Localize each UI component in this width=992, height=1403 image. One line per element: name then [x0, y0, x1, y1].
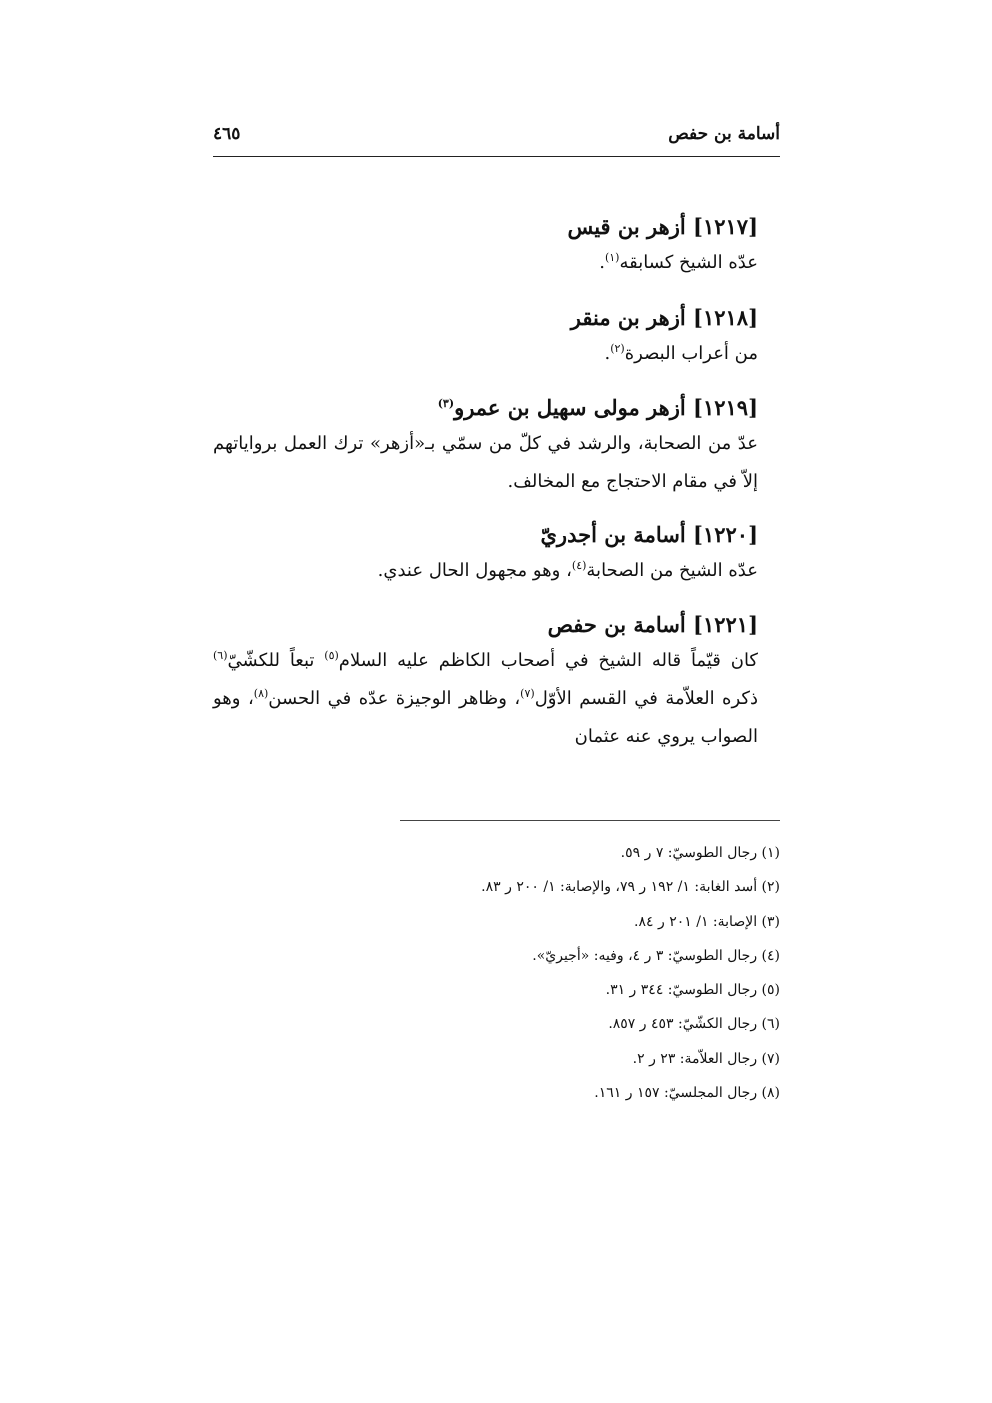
page-number: ٤٦٥	[213, 124, 241, 144]
entry-1220	[213, 518, 780, 590]
footnote-4: (٤) رجال الطوسيّ: ٣ ر ٤، وفيه: «أجيريّ».	[532, 947, 780, 964]
header-rule	[213, 156, 780, 157]
entry-body: من أعراب البصرة$^{(٢)}$.	[604, 342, 758, 364]
main-text	[213, 210, 780, 756]
page-header	[213, 120, 780, 156]
footnote-ref: (٥)	[324, 649, 339, 662]
footnote-1: (١) رجال الطوسيّ: ٧ ر ٥٩.	[620, 845, 780, 861]
entry-body: عدّه الشيخ من الصحابة$^{(٤)}$، وهو مجهول الحال عندي.	[377, 559, 758, 581]
footnote-ref: (٣)	[437, 397, 455, 410]
entry-body: عدّ من الصحابة، والرشد في كلّ من سمّي بـ«أزهر» ترك العمل برواياتهم إلاّ في مقام الاحتجاج مع المخالف.	[213, 433, 758, 492]
footnote-7: (٧) رجال العلاّمة: ٢٣ ر ٢.	[632, 1050, 780, 1067]
footnote-ref: (٤)	[571, 559, 587, 572]
footnote-ref: (٧)	[520, 687, 535, 700]
footnote-6: (٦) رجال الكشّيّ: ٤٥٣ ر ٨٥٧.	[608, 1016, 780, 1033]
entry-heading: [١٢١٧] أزهر بن قيس	[567, 214, 758, 239]
footnotes	[213, 836, 780, 1110]
entry-body: عدّه الشيخ كسابقه$^{(١)}$.	[599, 251, 758, 273]
footnote-ref: (٢)	[610, 342, 625, 355]
entry-heading: [١٢١٨] أزهر بن منقر	[570, 305, 758, 330]
entry-1218	[213, 301, 780, 373]
entry-heading: [١٢٢١] أسامة بن حفص	[547, 612, 758, 637]
footnote-2: (٢) أسد الغابة: ١/ ١٩٢ ر ٧٩، والإصابة: ١/ ٢٠٠ ر ٨٣.	[481, 879, 780, 896]
footnote-ref: (١)	[604, 251, 620, 264]
entry-body: كان قيّماً قاله الشيخ في أصحاب الكاظم عليه السلام$^{(٥)}$ تبعاً للكشّيّ$^{(٦)}$ ذكره العلاّمة في القسم الأوّل$^{(٧)}$، وظاهر الوجيزة عدّه في الحسن$^{(٨)}$، وهو الصواب يروي عنه عثمان	[213, 649, 759, 747]
footnote-ref: (٨)	[253, 687, 269, 700]
entry-1217	[213, 210, 780, 282]
entry-heading: [١٢١٩] أزهر مولى سهيل بن عمرو$^{(٣)}$	[437, 395, 758, 420]
footnote-5: (٥) رجال الطوسيّ: ٣٤٤ ر ٣١.	[605, 982, 780, 999]
entry-heading: [١٢٢٠] أسامة بن أجدريّ	[540, 522, 758, 547]
footnote-ref: (٦)	[213, 649, 228, 662]
running-title: أسامة بن حفص	[668, 124, 780, 144]
entry-1221	[213, 608, 780, 756]
entry-1219	[213, 391, 780, 501]
footnote-8: (٨) رجال المجلسيّ: ١٥٧ ر ١٦١.	[594, 1085, 780, 1102]
footnote-3: (٣) الإصابة: ١/ ٢٠١ ر ٨٤.	[634, 913, 780, 930]
footnote-rule	[400, 820, 780, 821]
